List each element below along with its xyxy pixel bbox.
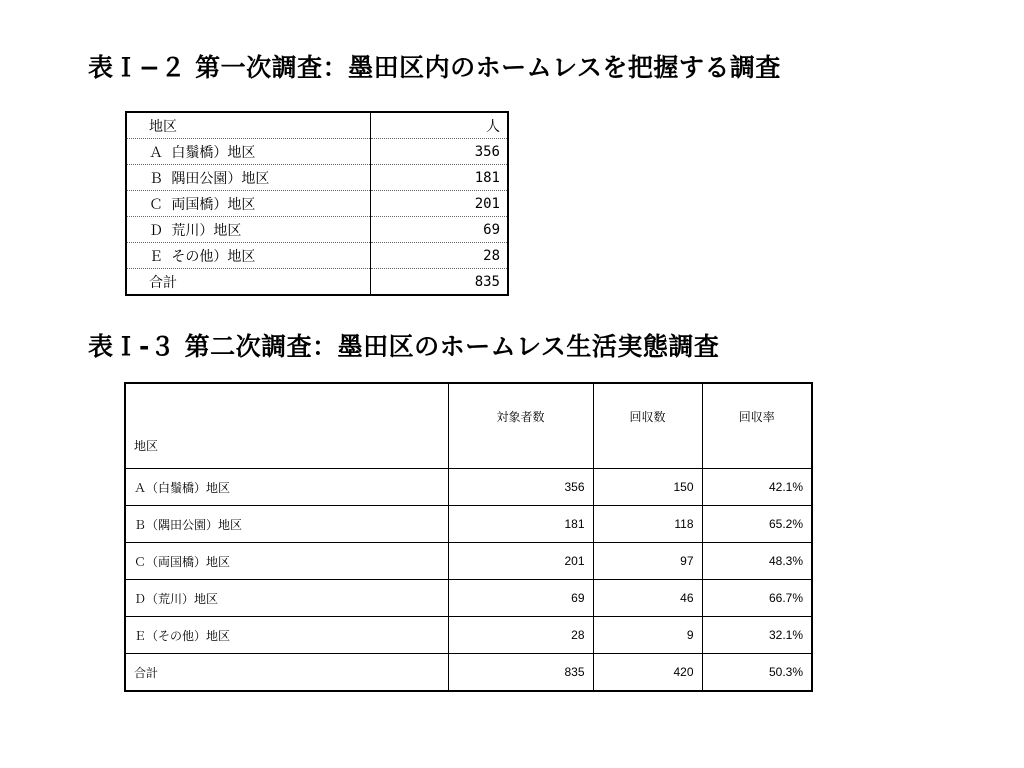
table1-cell-count: 69 (371, 217, 509, 243)
table2-cell-target: 835 (448, 654, 593, 692)
table2-title: 表Ｉ-３ 第二次調査：墨田区のホームレス生活実態調査 (88, 332, 720, 361)
table1-header-row (126, 112, 508, 139)
table2-cell-target: 69 (448, 580, 593, 617)
table2-cell-collected: 46 (593, 580, 702, 617)
table2-cell-rate: 42.1% (702, 469, 812, 506)
table2-cell-rate: 48.3% (702, 543, 812, 580)
table2-row (125, 617, 812, 654)
table1-row (126, 165, 508, 191)
table1-total-row (126, 269, 508, 296)
table2-header-row (125, 383, 812, 469)
table1-row (126, 139, 508, 165)
table2-cell-area: Ｄ（荒川）地区 (125, 580, 448, 617)
table2-header-target: 対象者数 (448, 383, 593, 469)
table2-cell-collected: 420 (593, 654, 702, 692)
table2-row (125, 543, 812, 580)
table2-cell-target: 201 (448, 543, 593, 580)
table2-cell-target: 356 (448, 469, 593, 506)
table1-row (126, 243, 508, 269)
table1-cell-count: 28 (371, 243, 509, 269)
table1-cell-count: 181 (371, 165, 509, 191)
table2-cell-collected: 150 (593, 469, 702, 506)
table1-title: 表Ｉ−２ 第一次調査：墨田区内のホームレスを把握する調査 (88, 53, 781, 82)
table1-cell-count: 201 (371, 191, 509, 217)
table2-cell-area: 合計 (125, 654, 448, 692)
table2-cell-collected: 9 (593, 617, 702, 654)
table2-total-row (125, 654, 812, 692)
table2-row (125, 469, 812, 506)
table2-second-survey (124, 382, 813, 692)
table1-row (126, 191, 508, 217)
table1-cell-count: 356 (371, 139, 509, 165)
table1-row (126, 217, 508, 243)
table1-cell-area: Ｃ 両国橋）地区 (126, 191, 371, 217)
table1-cell-area: Ｂ 隅田公園）地区 (126, 165, 371, 191)
table2-cell-target: 181 (448, 506, 593, 543)
table2-cell-area: Ａ（白鬚橋）地区 (125, 469, 448, 506)
table2-cell-collected: 97 (593, 543, 702, 580)
table1-cell-area: 合計 (126, 269, 371, 296)
table2-header-area: 地区 (125, 383, 448, 469)
table2-cell-area: Ｃ（両国橋）地区 (125, 543, 448, 580)
table2-cell-area: Ｅ（その他）地区 (125, 617, 448, 654)
table2-cell-area: Ｂ（隅田公園）地区 (125, 506, 448, 543)
table2-cell-rate: 66.7% (702, 580, 812, 617)
table1-header-count: 人 (371, 112, 509, 139)
table2-cell-rate: 65.2% (702, 506, 812, 543)
table2-cell-rate: 50.3% (702, 654, 812, 692)
table2-header-rate: 回収率 (702, 383, 812, 469)
table1-first-survey (125, 111, 509, 296)
table1-cell-area: Ａ 白鬚橋）地区 (126, 139, 371, 165)
table1-cell-area: Ｄ 荒川）地区 (126, 217, 371, 243)
table2-header-collected: 回収数 (593, 383, 702, 469)
table2-cell-rate: 32.1% (702, 617, 812, 654)
table2-cell-target: 28 (448, 617, 593, 654)
table2-row (125, 506, 812, 543)
table1-cell-area: Ｅ その他）地区 (126, 243, 371, 269)
table2-cell-collected: 118 (593, 506, 702, 543)
table2-row (125, 580, 812, 617)
table1-header-area: 地区 (126, 112, 371, 139)
table1-cell-count: 835 (371, 269, 509, 296)
